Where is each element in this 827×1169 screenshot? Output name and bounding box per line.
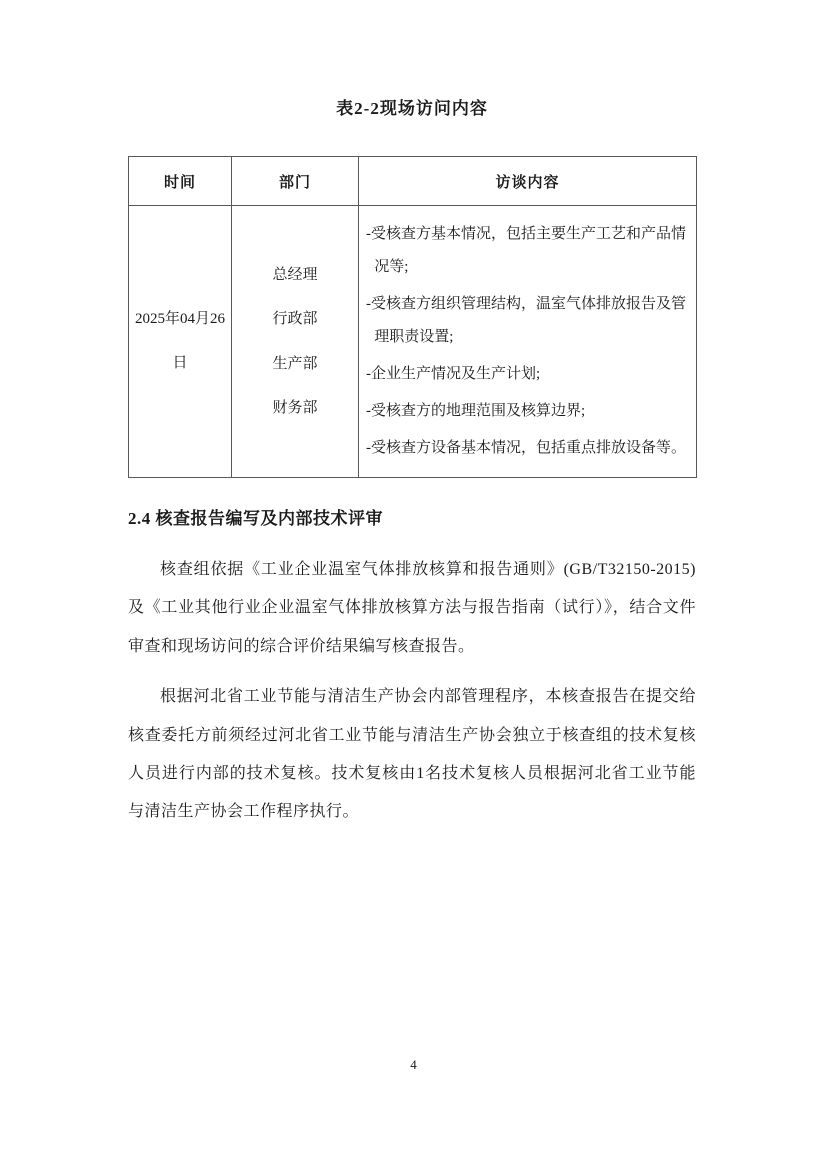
- table-row: [129, 206, 697, 478]
- department-item: 总经理: [272, 267, 318, 283]
- page-content: [128, 0, 696, 832]
- paragraph: 核查组依据《工业企业温室气体排放核算和报告通则》(GB/T32150-2015)及《工业其他行业企业温室气体排放核算方法与报告指南（试行）》，结合文件审查和现场访问的综合评价结果编写核查报告。: [128, 561, 696, 655]
- table-header-row: [129, 157, 697, 206]
- department-item: 生产部: [272, 355, 318, 372]
- column-header-interview-content: 访谈内容: [359, 157, 697, 206]
- table-title: 表2-2现场访问内容: [336, 99, 488, 118]
- paragraph: 根据河北省工业节能与清洁生产协会内部管理程序，本核查报告在提交给核查委托方前须经过河北省工业节能与清洁生产协会独立于核查组的技术复核人员进行内部的技术复核。技术复核由1名技术复核人员根据河北省工业节能与清洁生产协会工作程序执行。: [128, 688, 696, 821]
- interview-item: -受核查方组织管理结构，温室气体排放报告及管理职责设置;: [366, 296, 686, 345]
- interview-item: -企业生产情况及生产计划;: [366, 366, 541, 382]
- interview-item: -受核查方的地理范围及核算边界;: [366, 403, 586, 419]
- interview-content-cell: [359, 206, 697, 478]
- column-header-department: 部门: [232, 157, 359, 206]
- page-number: 4: [410, 1057, 417, 1072]
- department-cell: [232, 206, 359, 478]
- site-visit-table: [128, 156, 697, 478]
- interview-item: -受核查方设备基本情况，包括重点排放设备等。: [366, 440, 686, 456]
- column-header-time: 时间: [129, 157, 232, 206]
- section-heading: 2.4 核查报告编写及内部技术评审: [128, 509, 383, 528]
- interview-item: -受核查方基本情况，包括主要生产工艺和产品情况等;: [366, 226, 686, 275]
- department-item: 行政部: [272, 311, 318, 328]
- time-cell: 2025年04月26日: [129, 206, 232, 478]
- department-item: 财务部: [272, 399, 318, 416]
